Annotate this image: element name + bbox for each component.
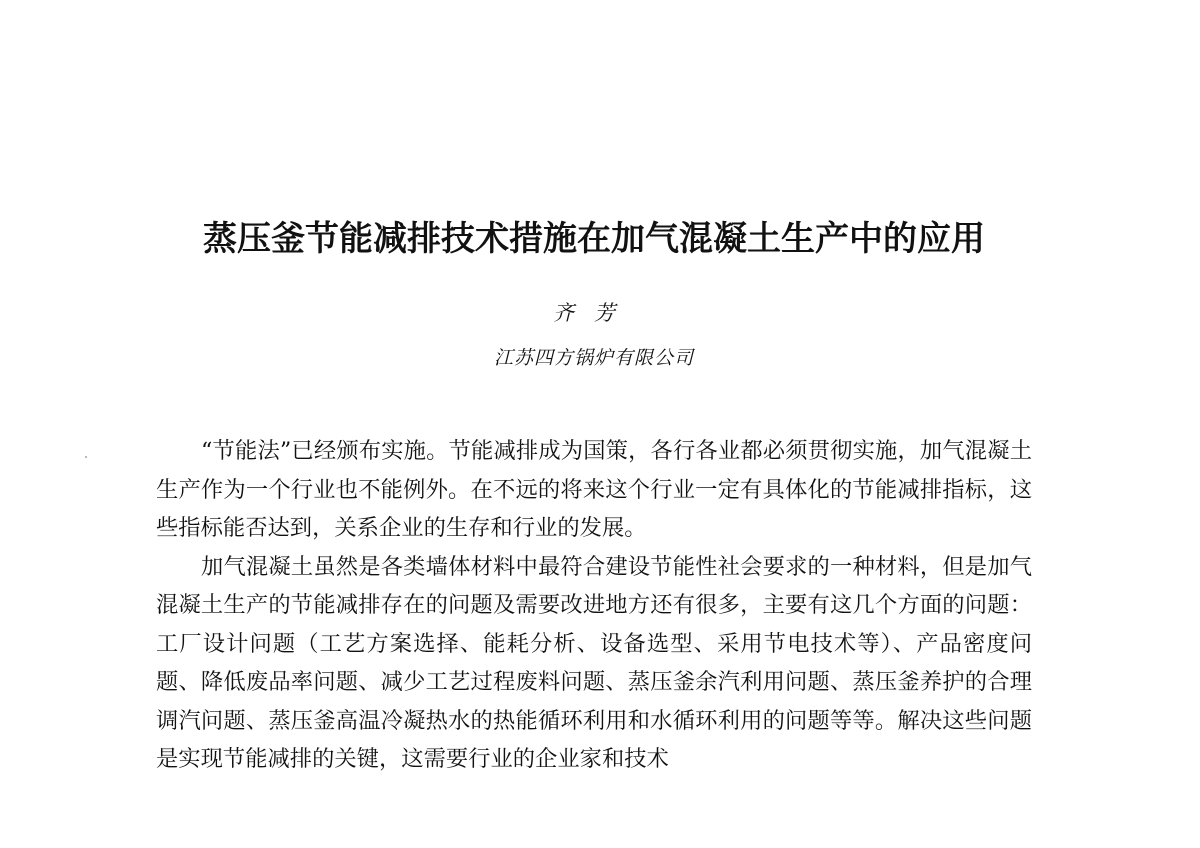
paragraph-1: “节能法”已经颁布实施。节能减排成为国策，各行各业都必须贯彻实施，加气混凝土生产作为一个行业也不能例外。在不远的将来这个行业一定有具体化的节能减排指标，这些指标能否达到，关系企业的生存和行业的发展。 — [156, 438, 1032, 541]
author-affiliation: 江苏四方锅炉有限公司 — [493, 347, 694, 369]
paragraph-2: 加气混凝土虽然是各类墙体材料中最符合建设节能性社会要求的一种材料，但是加气混凝土生产的节能减排存在的问题及需要改进地方还有很多，主要有这几个方面的问题：工厂设计问题（工艺方案选择、能耗分析、设备选型、采用节电技术等）、产品密度问题、降低废品率问题、减少工艺过程废料问题、蒸压釜余汽利用问题、蒸压釜养护的合理调汽问题、蒸压釜高温冷凝热水的热能循环利用和水循环利用的问题等等。解决这些问题是实现节能减排的关键，这需要行业的企业家和技术 — [156, 553, 1032, 772]
paper-title: 蒸压釜节能减排技术措施在加气混凝土生产中的应用 — [203, 218, 985, 259]
author-name: 齐芳 — [553, 301, 635, 325]
body-text — [156, 432, 1032, 779]
scan-speck — [85, 456, 87, 458]
